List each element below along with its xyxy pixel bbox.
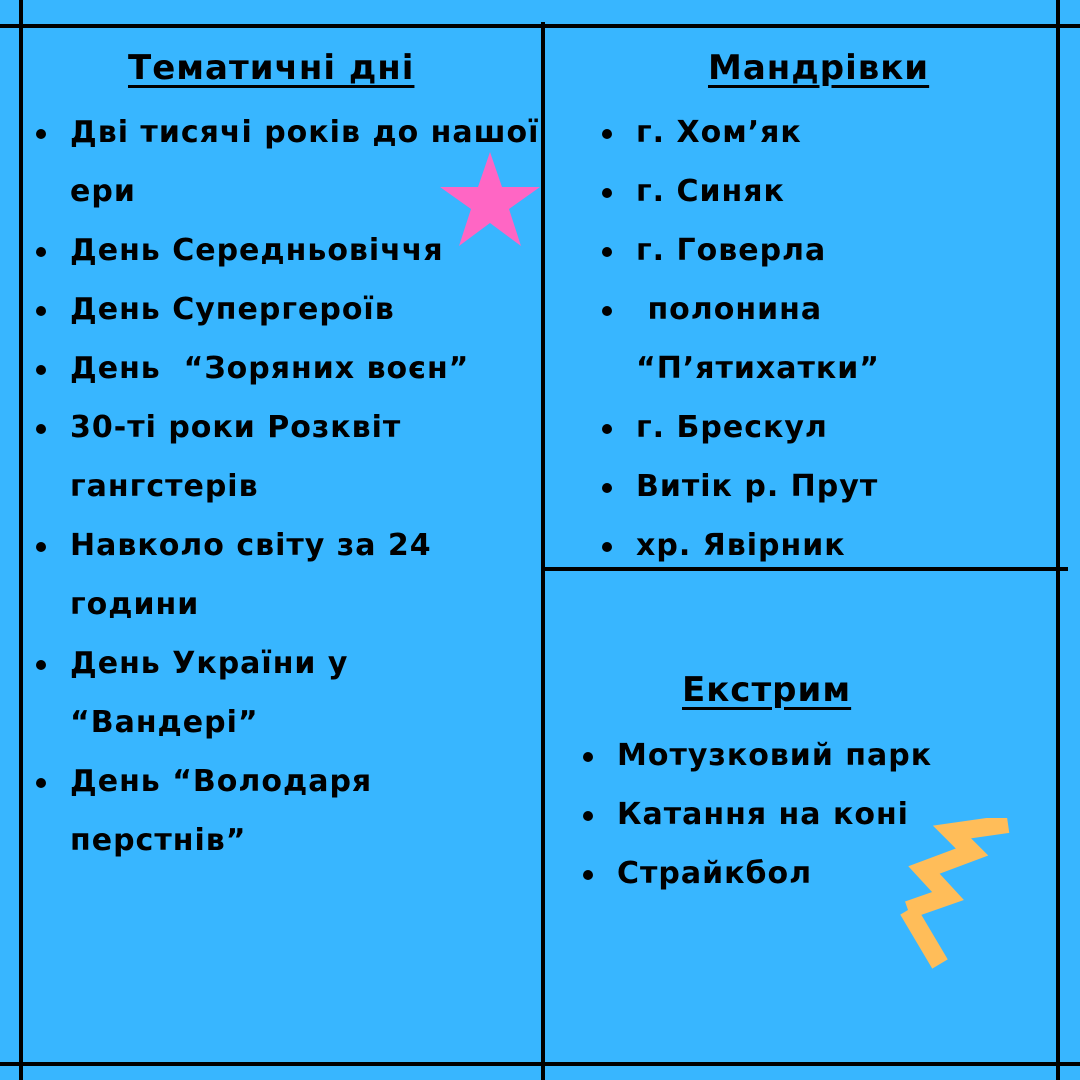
left-border-line [19, 0, 23, 1080]
list-item: Страйкбол [583, 844, 1053, 903]
list-item: г. Говерла [602, 221, 1072, 280]
extreme-title: Екстрим [682, 670, 852, 710]
list-item: хр. Явірник [602, 516, 1072, 575]
trips-list [602, 103, 1072, 575]
list-item: Мотузковий парк [583, 726, 1053, 785]
list-item: полонина “П’ятихатки” [602, 280, 1072, 398]
top-border-line [0, 24, 1080, 28]
list-item: Витік р. Прут [602, 457, 1072, 516]
list-item: Дві тисячі років до нашої ери [36, 103, 546, 221]
list-item: г. Хом’як [602, 103, 1072, 162]
list-item: Катання на коні [583, 785, 1053, 844]
zigzag-icon [900, 818, 1016, 970]
list-item: г. Синяк [602, 162, 1072, 221]
bottom-border-line [0, 1062, 1080, 1066]
list-item: День Середньовіччя [36, 221, 546, 280]
list-item: Навколо світу за 24 години [36, 516, 546, 634]
list-item: День Супергероїв [36, 280, 546, 339]
list-item: 30-ті роки Розквіт гангстерів [36, 398, 546, 516]
trips-title: Мандрівки [708, 48, 930, 88]
list-item: День “Володаря перстнів” [36, 752, 546, 870]
list-item: День “Зоряних воєн” [36, 339, 546, 398]
list-item: День України у “Вандері” [36, 634, 546, 752]
star-icon [438, 150, 542, 250]
themed-days-title: Тематичні дні [128, 48, 415, 88]
list-item: г. Брескул [602, 398, 1072, 457]
